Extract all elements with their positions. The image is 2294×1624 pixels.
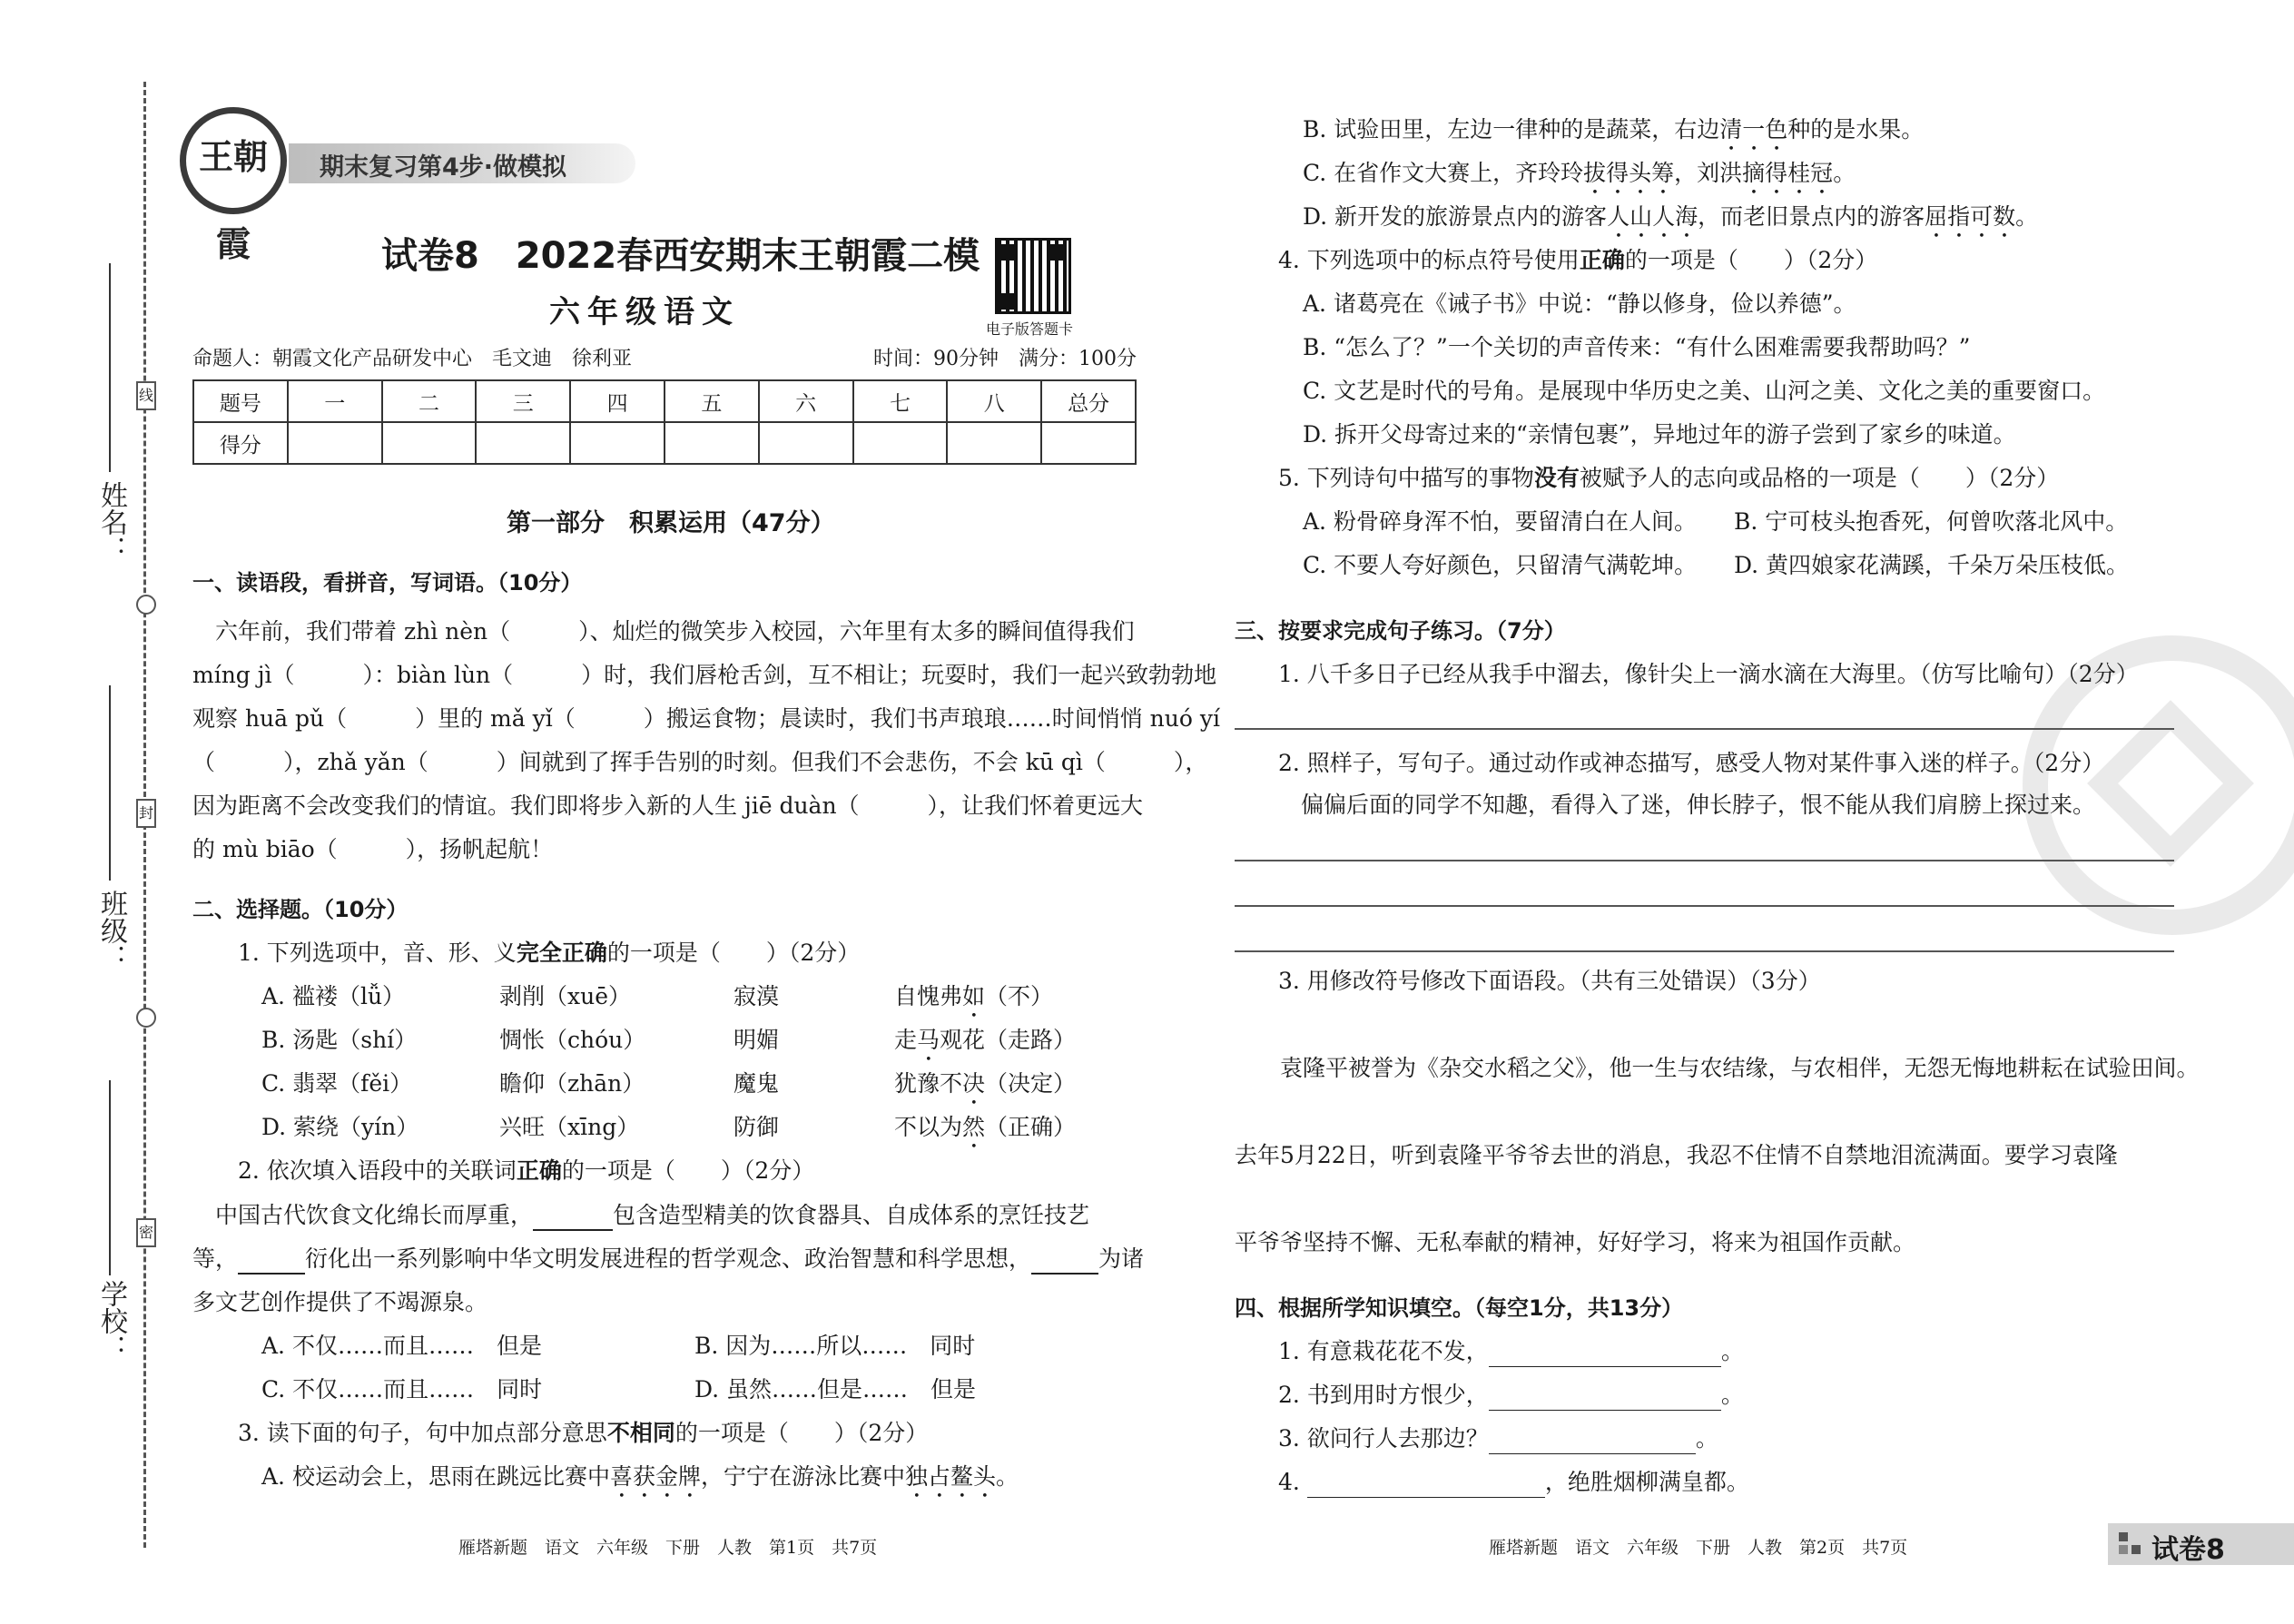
q2-text: 中国古代饮食文化绵长而厚重， — [192, 1202, 534, 1228]
dotted-char: 然 — [962, 1114, 986, 1140]
q5-stem-post: 被赋予人的志向或品格的一项是（ ）（2分） — [1579, 465, 2060, 491]
col-4: 四 — [570, 380, 665, 422]
part-one-title: 第一部分 积累运用（47分） — [507, 509, 835, 537]
q3-text: 。 — [2015, 203, 2039, 230]
s4-item-3 — [1278, 1423, 1718, 1454]
score-cell[interactable] — [476, 422, 570, 464]
section-3-title: 三、按要求完成句子练习。（7分） — [1235, 618, 1566, 644]
score-cell[interactable] — [1041, 422, 1136, 464]
idiom-gloss: （正确） — [985, 1114, 1077, 1140]
q4-stem — [1278, 245, 1877, 276]
s3-q1-answer-line[interactable] — [1235, 728, 2174, 730]
col-6: 六 — [759, 380, 853, 422]
q2-text: 衍化出一系列影响中华文明发展进程的哲学观念、政治智慧和科学思想， — [305, 1245, 1032, 1272]
q4-option-c: C. 文艺是时代的号角。是展现中华历史之美、山河之美、文化之美的重要窗口。 — [1303, 378, 2106, 404]
score-cell[interactable] — [759, 422, 853, 464]
paper-number-badge — [2108, 1523, 2294, 1565]
q2-stem-post: 的一项是（ ）（2分） — [561, 1157, 815, 1184]
q5-option-c: C. 不要人夸好颜色，只留清气满乾坤。 — [1303, 552, 1698, 578]
passage-line: 观察 huā pǔ（ ）里的 mǎ yǐ（ ）搬运食物；晨读时，我们书声琅琅……时间悄悄 nuó yí — [192, 705, 1220, 732]
dotted-phrase: 喜获金牌 — [609, 1463, 701, 1490]
section-2-title: 二、选择题。（10分） — [192, 897, 409, 922]
score-cell[interactable] — [288, 422, 382, 464]
idiom-text: 犹豫不 — [894, 1070, 963, 1097]
q1-c-1: C. 翡翠（fěi） — [261, 1070, 413, 1097]
q1-stem — [238, 938, 860, 969]
score-table-header-row — [193, 380, 1136, 422]
q1-a-2: 剥削（xuē） — [499, 983, 631, 1009]
idiom-gloss: 观花（走路） — [940, 1027, 1077, 1053]
verse-text: 。 — [1720, 1382, 1744, 1408]
s3-q2-answer-line[interactable] — [1235, 860, 2174, 861]
score-cell[interactable] — [947, 422, 1041, 464]
verse-text: ，绝胜烟柳满皇都。 — [1544, 1469, 1749, 1495]
col-total: 总分 — [1041, 380, 1136, 422]
paper-title: 试卷8 2022春西安期末王朝霞二模 — [381, 235, 980, 277]
q4-stem-post: 的一项是（ ）（2分） — [1624, 247, 1878, 273]
q2-passage-line-2 — [192, 1244, 1144, 1275]
brand-logo-text: 王朝霞 — [198, 136, 268, 264]
dotted-char: 如 — [962, 983, 986, 1009]
q3-text: ，宁宁在游泳比赛中 — [700, 1463, 905, 1490]
q5-option-b: B. 宁可枝头抱香死，何曾吹落北风中。 — [1734, 508, 2129, 535]
idiom-gloss: （决定） — [985, 1070, 1077, 1097]
grade-title: 六年级语文 — [549, 294, 740, 330]
s3-q2: 2. 照样子，写句子。通过动作或神态描写，感受人物对某件事入迷的样子。（2分） — [1278, 750, 2105, 776]
q1-stem-pre: 1. 下列选项中，音、形、义 — [238, 940, 517, 966]
dotted-phrase: 独占鳌头 — [904, 1463, 996, 1490]
score-table — [192, 379, 1137, 465]
idiom-text: 自愧弗 — [894, 983, 963, 1009]
q1-d-1: D. 萦绕（yín） — [261, 1114, 419, 1140]
school-label: 学校： — [95, 1280, 127, 1362]
col-5: 五 — [665, 380, 759, 422]
passage-line: 六年前，我们带着 zhì nèn（ ）、灿烂的微笑步入校园，六年里有太多的瞬间值得我们 — [192, 618, 1135, 645]
section-4-title: 四、根据所学知识填空。（每空1分，共13分） — [1235, 1295, 1684, 1321]
exam-meta — [192, 343, 1137, 371]
verse-text: 4. — [1278, 1469, 1307, 1495]
q5-stem — [1278, 463, 2059, 494]
q1-b-2: 惆怅（chóu） — [499, 1027, 646, 1053]
idiom-text: 走 — [894, 1027, 918, 1053]
q4-option-b: B. “怎么了？”一个关切的声音传来：“有什么困难需要我帮助吗？” — [1303, 334, 1971, 360]
qr-caption: 电子版答题卡 — [986, 320, 1074, 338]
q5-option-a: A. 粉骨碎身浑不怕，要留清白在人间。 — [1303, 508, 1697, 535]
q2-blank-3[interactable] — [1031, 1249, 1098, 1275]
step-banner — [289, 143, 635, 183]
q5-option-d: D. 黄四娘家花满蹊，千朵万朵压枝低。 — [1734, 552, 2130, 578]
name-label: 姓名： — [95, 481, 127, 563]
s3-paragraph-line: 平爷爷坚持不懈、无私奉献的精神，好好学习，将来为祖国作贡献。 — [1235, 1229, 1916, 1255]
score-cell[interactable] — [665, 422, 759, 464]
q3-stem — [238, 1418, 928, 1449]
q4-option-a: A. 诸葛亮在《诫子书》中说：“静以修身，俭以养德”。 — [1303, 290, 1856, 317]
step-banner-label: 期末复习第4步·做模拟 — [320, 153, 567, 182]
section-1-title: 一、读语段，看拼音，写词语。（10分） — [192, 570, 583, 595]
passage-line: （ ），zhǎ yǎn（ ）间就到了挥手告别的时刻。但我们不会悲伤，不会 kū qì（ ）， — [192, 749, 1208, 775]
decor-square-icon — [2119, 1532, 2128, 1541]
dotted-phrase: 摘得桂冠 — [1742, 160, 1834, 186]
q3-option-b — [1303, 114, 1924, 156]
binding-hole — [136, 595, 156, 615]
passage-line: 的 mù biāo（ ），扬帆起航！ — [192, 836, 554, 862]
q3-text: 种的是水果。 — [1787, 116, 1925, 143]
q4-option-d: D. 拆开父母寄过来的“亲情包裹”，异地过年的游子尝到了家乡的味道。 — [1303, 421, 2016, 448]
cut-mark-line: 线 — [136, 381, 156, 410]
s4-blank-2[interactable] — [1489, 1386, 1721, 1411]
col-2: 二 — [382, 380, 477, 422]
col-7: 七 — [853, 380, 948, 422]
q2-option-a: A. 不仅……而且…… 但是 — [261, 1333, 542, 1359]
q2-blank-1[interactable] — [533, 1206, 613, 1231]
row-score: 得分 — [193, 422, 288, 464]
s3-paragraph-line: 去年5月22日，听到袁隆平爷爷去世的消息，我忍不住情不自禁地泪流满面。要学习袁隆 — [1235, 1142, 2118, 1168]
q3-option-a — [261, 1462, 1019, 1503]
idiom-text: 不以为 — [894, 1114, 963, 1140]
s3-q2-example: 偏偏后面的同学不知趣，看得入了迷，伸长脖子，恨不能从我们肩膀上探过来。 — [1278, 792, 2096, 818]
dotted-char: 马 — [917, 1027, 940, 1053]
cut-mark-seal: 封 — [136, 799, 156, 828]
dotted-char: 决 — [962, 1070, 986, 1097]
passage-line: 因为距离不会改变我们的情谊。我们即将步入新的人生 jiē duàn（ ），让我们怀着更远大 — [192, 792, 1144, 819]
row-head: 题号 — [193, 380, 288, 422]
authors: 命题人：朝霞文化产品研发中心 毛文迪 徐利亚 — [192, 348, 633, 370]
verse-text: 。 — [1720, 1338, 1744, 1364]
q1-b-3: 明媚 — [733, 1027, 780, 1053]
brand-logo — [180, 107, 287, 264]
passage-line: míng jì（ ）：biàn lùn（ ）时，我们唇枪舌剑，互不相让；玩耍时，我们一起兴致勃勃地 — [192, 662, 1217, 688]
q1-b-1: B. 汤匙（shí） — [261, 1027, 418, 1053]
q3-stem-post: 的一项是（ ）（2分） — [674, 1420, 929, 1446]
q1-a-3: 寂漠 — [733, 983, 780, 1009]
q3-stem-pre: 3. 读下面的句子，句中加点部分意思 — [238, 1420, 607, 1446]
decor-square-icon — [2119, 1545, 2128, 1554]
q3-text: 。 — [1833, 160, 1856, 186]
dotted-phrase: 人山人海 — [1607, 203, 1698, 230]
verse-text: 。 — [1695, 1425, 1718, 1452]
s4-blank-1[interactable] — [1489, 1343, 1721, 1367]
s4-item-2 — [1278, 1380, 1744, 1411]
footer-right: 雁塔新题 语文 六年级 下册 人教 第2页 共7页 — [1489, 1538, 1908, 1558]
section-1-passage — [192, 610, 1220, 871]
q2-stem-pre: 2. 依次填入语段中的关联词 — [238, 1157, 517, 1184]
q2-passage-line-3: 多文艺创作提供了不竭源泉。 — [192, 1289, 488, 1315]
decor-square-icon — [2132, 1545, 2141, 1554]
s3-paragraph-line: 袁隆平被誉为《杂交水稻之父》，他一生与农结缘，与农相伴，无怨无悔地耕耘在试验田间。 — [1235, 1055, 2200, 1081]
s3-q1: 1. 八千多日子已经从我手中溜去，像针尖上一滴水滴在大海里。（仿写比喻句）（2分） — [1278, 661, 2139, 687]
q2-blank-2[interactable] — [238, 1249, 305, 1275]
class-label: 班级： — [95, 890, 127, 971]
idiom-gloss: （不） — [985, 983, 1054, 1009]
binding-hole — [136, 1008, 156, 1028]
q3-text: ，刘洪 — [1674, 160, 1743, 186]
col-8: 八 — [947, 380, 1041, 422]
q2-option-c: C. 不仅……而且…… 同时 — [261, 1376, 543, 1403]
q1-d-4 — [894, 1112, 1076, 1154]
q2-stem-emphasis: 正确 — [516, 1157, 562, 1184]
dotted-phrase: 拔得头筹 — [1583, 160, 1675, 186]
q2-passage-line-1 — [192, 1200, 1089, 1231]
q3-text: ，而老旧景点内的游客 — [1698, 203, 1925, 230]
q5-stem-emphasis: 没有 — [1533, 465, 1580, 491]
q2-option-b: B. 因为……所以…… 同时 — [694, 1333, 976, 1359]
q3-text: 。 — [996, 1463, 1019, 1490]
score-cell[interactable] — [570, 422, 665, 464]
q2-text: 包含造型精美的饮食器具、自成体系的烹饪技艺 — [613, 1202, 1090, 1228]
s3-q2-answer-line[interactable] — [1235, 950, 2174, 952]
q1-c-2: 瞻仰（zhān） — [499, 1070, 645, 1097]
s3-q2-answer-line[interactable] — [1235, 905, 2174, 907]
q1-d-3: 防御 — [733, 1114, 780, 1140]
col-3: 三 — [476, 380, 570, 422]
q3-text: B. 试验田里，左边一律种的是蔬菜，右边 — [1303, 116, 1720, 143]
s4-item-1 — [1278, 1336, 1744, 1367]
s3-q3: 3. 用修改符号修改下面语段。（共有三处错误）（3分） — [1278, 968, 1821, 994]
dotted-phrase: 屈指可数 — [1925, 203, 2016, 230]
verse-text: 3. 欲问行人去那边？ — [1278, 1425, 1489, 1452]
s4-blank-4[interactable] — [1307, 1473, 1545, 1498]
name-write-line[interactable] — [109, 263, 111, 472]
q1-b-4 — [894, 1025, 1076, 1067]
qr-code-icon[interactable] — [995, 238, 1071, 314]
dotted-phrase: 清一色 — [1719, 116, 1788, 143]
q4-stem-emphasis: 正确 — [1579, 247, 1625, 273]
col-1: 一 — [288, 380, 382, 422]
s4-item-4 — [1278, 1467, 1749, 1498]
q1-stem-post: 的一项是（ ）（2分） — [606, 940, 861, 966]
q3-stem-emphasis: 不相同 — [606, 1420, 675, 1446]
q3-text: D. 新开发的旅游景点内的游客 — [1303, 203, 1608, 230]
class-write-line[interactable] — [109, 685, 111, 881]
q5-stem-pre: 5. 下列诗句中描写的事物 — [1278, 465, 1534, 491]
q3-text: C. 在省作文大赛上，齐玲玲 — [1303, 160, 1584, 186]
q1-d-2: 兴旺（xīng） — [499, 1114, 640, 1140]
verse-text: 2. 书到用时方恨少， — [1278, 1382, 1489, 1408]
q3-text: A. 校运动会上，思雨在跳远比赛中 — [261, 1463, 610, 1490]
q2-option-d: D. 虽然……但是…… 但是 — [694, 1376, 977, 1403]
score-cell[interactable] — [853, 422, 948, 464]
score-cell[interactable] — [382, 422, 477, 464]
footer-left: 雁塔新题 语文 六年级 下册 人教 第1页 共7页 — [458, 1538, 878, 1558]
q3-option-c — [1303, 158, 1856, 200]
paper-number: 试卷8 — [2151, 1534, 2225, 1566]
q2-text: 等， — [192, 1245, 239, 1272]
q1-stem-emphasis: 完全正确 — [516, 940, 607, 966]
q1-a-1: A. 褴褛（lǚ） — [261, 983, 406, 1009]
q4-stem-pre: 4. 下列选项中的标点符号使用 — [1278, 247, 1580, 273]
q3-option-d — [1303, 202, 2038, 243]
q1-c-4 — [894, 1068, 1076, 1110]
score-table-score-row — [193, 422, 1136, 464]
q1-c-3: 魔鬼 — [733, 1070, 780, 1097]
school-write-line[interactable] — [109, 1080, 111, 1275]
q2-stem — [238, 1156, 814, 1186]
time-score: 时间：90分钟 满分：100分 — [873, 348, 1137, 370]
q2-text: 为诸 — [1098, 1245, 1145, 1272]
q1-a-4 — [894, 981, 1053, 1023]
s4-blank-3[interactable] — [1489, 1430, 1696, 1454]
verse-text: 1. 有意栽花花不发， — [1278, 1338, 1489, 1364]
cut-mark-secret: 密 — [136, 1218, 156, 1247]
